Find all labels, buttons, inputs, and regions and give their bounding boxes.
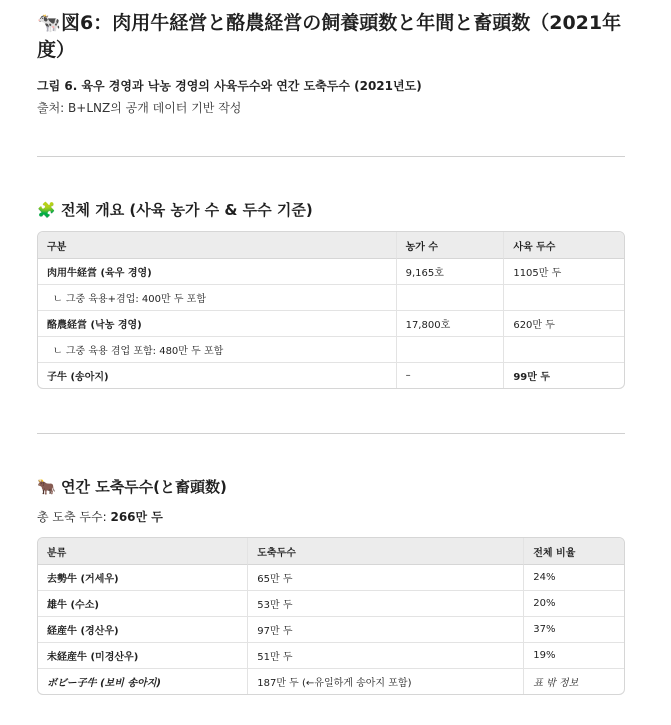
column-header: 사육 두수 [503, 232, 624, 259]
total-label: 총 도축 두수: [37, 510, 107, 524]
table-cell [503, 285, 624, 311]
table-cell: 51만 두 [247, 643, 523, 669]
table-row [38, 643, 624, 669]
table-cell: ボビー子牛 (보비 송아지) [47, 678, 162, 689]
table-row [38, 565, 624, 591]
table-cell: 53만 두 [247, 591, 523, 617]
table-row [38, 591, 624, 617]
table-cell: 19% [523, 643, 624, 669]
overview-table [37, 231, 625, 389]
table-cell: 酪農経営 (낙농 경영) [38, 311, 396, 337]
table-cell: 65만 두 [247, 565, 523, 591]
divider [37, 433, 625, 434]
table-cell: 経産牛 (경산우) [38, 617, 247, 643]
table-cell [396, 285, 504, 311]
table-row [38, 259, 624, 285]
table-cell [503, 337, 624, 363]
table-row [38, 669, 624, 694]
cow-icon: 🐄 [37, 12, 61, 34]
table-cell: 去勢牛 (거세우) [38, 565, 247, 591]
divider [37, 156, 625, 157]
table-header-row [38, 232, 624, 259]
table-cell: 9,165호 [396, 259, 504, 285]
table-cell: 未経産牛 (미경산우) [38, 643, 247, 669]
source-note: 출처: B+LNZ의 공개 데이터 기반 작성 [37, 101, 242, 115]
table-cell: 620만 두 [503, 311, 624, 337]
table-cell: 97만 두 [247, 617, 523, 643]
table-cell: ㄴ 그중 육용+겸업: 400만 두 포함 [38, 285, 396, 311]
table-cell: 표 밖 정보 [523, 669, 624, 694]
table-row [38, 617, 624, 643]
page-title-text: 図6：肉用牛経営と酪農経営の飼養頭数と年間と畜頭数（2021年度） [37, 12, 622, 61]
table-cell: 肉用牛経営 (육우 경영) [38, 259, 396, 285]
table-row [38, 285, 624, 311]
table-cell: 24% [523, 565, 624, 591]
table-cell: 37% [523, 617, 624, 643]
section1-heading [37, 199, 313, 220]
column-header: 분류 [38, 538, 247, 565]
column-header: 구분 [38, 232, 396, 259]
column-header: 도축두수 [247, 538, 523, 565]
table-cell [396, 337, 504, 363]
table-row [38, 363, 624, 388]
table-cell: 99만 두 [503, 363, 624, 388]
table-cell: 子牛 (송아지) [47, 372, 109, 383]
table-cell: 20% [523, 591, 624, 617]
section1-heading-text: 전체 개요 (사육 농가 수 & 두수 기준) [61, 201, 313, 219]
table-cell: 1105만 두 [503, 259, 624, 285]
column-header: 전체 비율 [523, 538, 624, 565]
table-cell: 雄牛 (수소) [38, 591, 247, 617]
table-cell: ㄴ 그중 육용 겸업 포함: 480만 두 포함 [38, 337, 396, 363]
puzzle-icon: 🧩 [37, 201, 56, 219]
table-row [38, 337, 624, 363]
table-cell: 187만 두 (←유일하게 송아지 포함) [247, 669, 523, 694]
table-cell: – [396, 363, 504, 388]
total-slaughter-note [37, 508, 163, 525]
table-header-row [38, 538, 624, 565]
section2-heading [37, 476, 227, 497]
table-row [38, 311, 624, 337]
ox-icon: 🐂 [37, 478, 56, 496]
page-title [37, 10, 625, 64]
section2-heading-text: 연간 도축두수(と畜頭数) [61, 478, 227, 496]
column-header: 농가 수 [396, 232, 504, 259]
slaughter-table [37, 537, 625, 695]
table-cell: 17,800호 [396, 311, 504, 337]
figure-caption: 그림 6. 육우 경영과 낙농 경영의 사육두수와 연간 도축두수 (2021년도) [37, 79, 422, 93]
total-value: 266만 두 [110, 510, 163, 524]
